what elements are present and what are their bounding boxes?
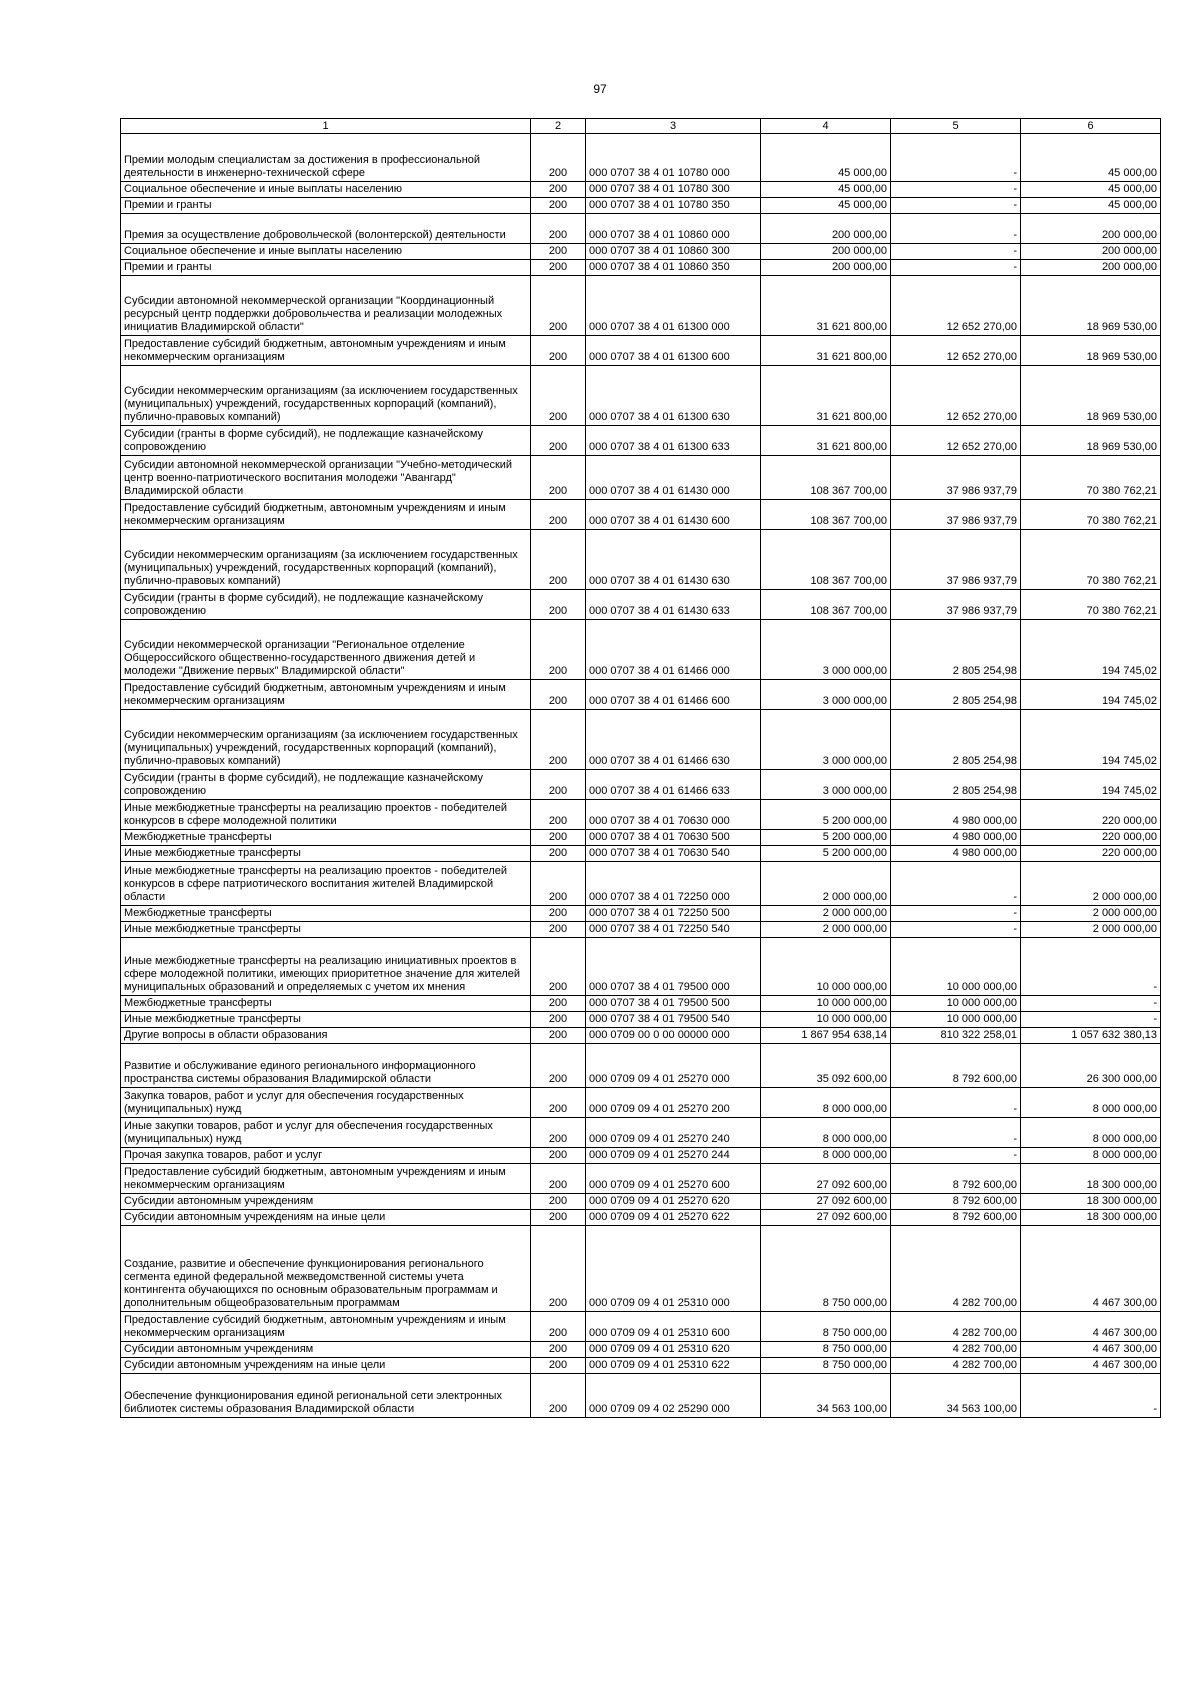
row-code: 200: [531, 590, 586, 620]
row-kbk: 000 0707 38 4 01 61466 633: [586, 770, 761, 800]
row-code: 200: [531, 214, 586, 244]
row-value-4: 2 000 000,00: [761, 906, 891, 922]
row-value-5: -: [891, 260, 1021, 276]
row-code: 200: [531, 846, 586, 862]
row-value-4: 8 000 000,00: [761, 1118, 891, 1148]
row-value-6: 2 000 000,00: [1021, 906, 1161, 922]
row-value-5: 12 652 270,00: [891, 276, 1021, 336]
row-value-4: 10 000 000,00: [761, 938, 891, 996]
row-code: 200: [531, 366, 586, 426]
row-value-5: 10 000 000,00: [891, 1012, 1021, 1028]
table-row: [121, 996, 1161, 1012]
row-name: Иные межбюджетные трансферты на реализацию инициативных проектов в сфере молодежной политики, имеющих приоритетное значение для жителей муниципальных образований и определяемых с учетом их мнения: [121, 938, 531, 996]
row-value-4: 2 000 000,00: [761, 862, 891, 906]
table-row: [121, 260, 1161, 276]
row-value-5: 37 986 937,79: [891, 590, 1021, 620]
row-kbk: 000 0707 38 4 01 70630 000: [586, 800, 761, 830]
table-row: [121, 182, 1161, 198]
row-name: Предоставление субсидий бюджетным, автономным учреждениям и иным некоммерческим организациям: [121, 336, 531, 366]
row-kbk: 000 0709 09 4 01 25270 240: [586, 1118, 761, 1148]
table-row: [121, 1194, 1161, 1210]
row-value-5: -: [891, 214, 1021, 244]
row-value-5: 8 792 600,00: [891, 1044, 1021, 1088]
table-row: [121, 1088, 1161, 1118]
row-value-5: 4 282 700,00: [891, 1312, 1021, 1342]
row-kbk: 000 0707 38 4 01 72250 000: [586, 862, 761, 906]
row-kbk: 000 0707 38 4 01 61300 000: [586, 276, 761, 336]
table-row: [121, 1044, 1161, 1088]
row-value-6: -: [1021, 996, 1161, 1012]
row-name: Субсидии автономным учреждениям на иные цели: [121, 1358, 531, 1374]
row-kbk: 000 0707 38 4 01 10780 000: [586, 134, 761, 182]
row-value-6: 18 300 000,00: [1021, 1210, 1161, 1226]
row-code: 200: [531, 530, 586, 590]
row-value-4: 8 750 000,00: [761, 1226, 891, 1312]
row-code: 200: [531, 500, 586, 530]
row-value-5: 4 282 700,00: [891, 1358, 1021, 1374]
row-kbk: 000 0707 38 4 01 70630 500: [586, 830, 761, 846]
table-row: [121, 1358, 1161, 1374]
row-name: Субсидии (гранты в форме субсидий), не подлежащие казначейскому сопровождению: [121, 770, 531, 800]
row-kbk: 000 0709 09 4 01 25310 622: [586, 1358, 761, 1374]
row-value-6: 1 057 632 380,13: [1021, 1028, 1161, 1044]
row-name: Межбюджетные трансферты: [121, 906, 531, 922]
row-kbk: 000 0707 38 4 01 10780 300: [586, 182, 761, 198]
row-name: Предоставление субсидий бюджетным, автономным учреждениям и иным некоммерческим организациям: [121, 500, 531, 530]
table-row: [121, 1342, 1161, 1358]
row-value-6: 45 000,00: [1021, 198, 1161, 214]
row-value-4: 27 092 600,00: [761, 1210, 891, 1226]
row-value-4: 10 000 000,00: [761, 996, 891, 1012]
row-value-6: 194 745,02: [1021, 680, 1161, 710]
row-name: Межбюджетные трансферты: [121, 830, 531, 846]
row-value-6: -: [1021, 1012, 1161, 1028]
row-name: Межбюджетные трансферты: [121, 996, 531, 1012]
column-header-3: 3: [586, 119, 761, 134]
row-value-4: 31 621 800,00: [761, 366, 891, 426]
row-value-5: 2 805 254,98: [891, 770, 1021, 800]
table-row: [121, 1118, 1161, 1148]
row-kbk: 000 0709 09 4 01 25270 622: [586, 1210, 761, 1226]
row-kbk: 000 0709 09 4 01 25270 000: [586, 1044, 761, 1088]
row-value-6: 4 467 300,00: [1021, 1358, 1161, 1374]
column-header-2: 2: [531, 119, 586, 134]
row-value-5: 37 986 937,79: [891, 530, 1021, 590]
row-code: 200: [531, 680, 586, 710]
row-code: 200: [531, 244, 586, 260]
row-value-5: 2 805 254,98: [891, 620, 1021, 680]
row-name: Обеспечение функционирования единой региональной сети электронных библиотек системы образования Владимирской области: [121, 1374, 531, 1418]
row-code: 200: [531, 862, 586, 906]
table-row: [121, 366, 1161, 426]
row-value-6: 26 300 000,00: [1021, 1044, 1161, 1088]
row-kbk: 000 0707 38 4 01 70630 540: [586, 846, 761, 862]
row-value-4: 3 000 000,00: [761, 770, 891, 800]
table-row: [121, 134, 1161, 182]
row-code: 200: [531, 922, 586, 938]
row-code: 200: [531, 1028, 586, 1044]
row-code: 200: [531, 620, 586, 680]
row-code: 200: [531, 830, 586, 846]
table-row: [121, 710, 1161, 770]
row-code: 200: [531, 1148, 586, 1164]
row-value-6: 70 380 762,21: [1021, 456, 1161, 500]
table-row: [121, 276, 1161, 336]
row-name: Закупка товаров, работ и услуг для обеспечения государственных (муниципальных) нужд: [121, 1088, 531, 1118]
row-kbk: 000 0709 09 4 01 25270 244: [586, 1148, 761, 1164]
table-row: [121, 830, 1161, 846]
row-value-6: -: [1021, 938, 1161, 996]
row-name: Предоставление субсидий бюджетным, автономным учреждениям и иным некоммерческим организациям: [121, 1164, 531, 1194]
row-name: Социальное обеспечение и иные выплаты населению: [121, 244, 531, 260]
column-header-5: 5: [891, 119, 1021, 134]
row-value-4: 108 367 700,00: [761, 530, 891, 590]
row-value-6: 70 380 762,21: [1021, 500, 1161, 530]
row-value-4: 31 621 800,00: [761, 426, 891, 456]
row-kbk: 000 0709 09 4 01 25310 600: [586, 1312, 761, 1342]
row-value-6: 70 380 762,21: [1021, 590, 1161, 620]
row-code: 200: [531, 1088, 586, 1118]
row-kbk: 000 0707 38 4 01 79500 500: [586, 996, 761, 1012]
row-code: 200: [531, 260, 586, 276]
table-row: [121, 1148, 1161, 1164]
row-code: 200: [531, 906, 586, 922]
row-kbk: 000 0707 38 4 01 72250 540: [586, 922, 761, 938]
table-row: [121, 800, 1161, 830]
row-value-5: 2 805 254,98: [891, 710, 1021, 770]
row-name: Субсидии некоммерческим организациям (за исключением государственных (муниципальных) учреждений, государственных корпораций (компаний), публично-правовых компаний): [121, 366, 531, 426]
column-header-6: 6: [1021, 119, 1161, 134]
row-kbk: 000 0709 09 4 01 25270 200: [586, 1088, 761, 1118]
row-value-6: 2 000 000,00: [1021, 922, 1161, 938]
row-value-6: 18 969 530,00: [1021, 276, 1161, 336]
row-value-5: -: [891, 1088, 1021, 1118]
row-kbk: 000 0707 38 4 01 61430 000: [586, 456, 761, 500]
row-value-4: 34 563 100,00: [761, 1374, 891, 1418]
row-name: Субсидии некоммерческим организациям (за исключением государственных (муниципальных) учреждений, государственных корпораций (компаний), публично-правовых компаний): [121, 710, 531, 770]
row-value-5: -: [891, 1118, 1021, 1148]
row-value-5: 4 980 000,00: [891, 800, 1021, 830]
row-code: 200: [531, 1118, 586, 1148]
budget-table: [120, 118, 1161, 1418]
row-kbk: 000 0707 38 4 01 61466 000: [586, 620, 761, 680]
row-value-4: 8 750 000,00: [761, 1342, 891, 1358]
table-row: [121, 846, 1161, 862]
row-name: Предоставление субсидий бюджетным, автономным учреждениям и иным некоммерческим организациям: [121, 680, 531, 710]
row-value-6: 45 000,00: [1021, 182, 1161, 198]
table-row: [121, 1374, 1161, 1418]
table-row: [121, 1312, 1161, 1342]
row-code: 200: [531, 1226, 586, 1312]
row-code: 200: [531, 198, 586, 214]
row-kbk: 000 0707 38 4 01 61466 630: [586, 710, 761, 770]
row-value-4: 5 200 000,00: [761, 846, 891, 862]
row-value-5: 2 805 254,98: [891, 680, 1021, 710]
row-kbk: 000 0707 38 4 01 10780 350: [586, 198, 761, 214]
row-value-4: 3 000 000,00: [761, 680, 891, 710]
row-code: 200: [531, 336, 586, 366]
row-name: Иные межбюджетные трансферты на реализацию проектов - победителей конкурсов в сфере патриотического воспитания жителей Владимирской области: [121, 862, 531, 906]
table-body: [121, 134, 1161, 1418]
row-code: 200: [531, 710, 586, 770]
row-code: 200: [531, 1374, 586, 1418]
row-value-4: 8 000 000,00: [761, 1088, 891, 1118]
row-value-6: 194 745,02: [1021, 710, 1161, 770]
row-kbk: 000 0709 09 4 01 25310 000: [586, 1226, 761, 1312]
row-value-5: -: [891, 1148, 1021, 1164]
row-code: 200: [531, 426, 586, 456]
row-value-4: 45 000,00: [761, 134, 891, 182]
row-code: 200: [531, 134, 586, 182]
table-row: [121, 500, 1161, 530]
row-name: Предоставление субсидий бюджетным, автономным учреждениям и иным некоммерческим организациям: [121, 1312, 531, 1342]
row-value-6: 200 000,00: [1021, 260, 1161, 276]
row-name: Субсидии (гранты в форме субсидий), не подлежащие казначейскому сопровождению: [121, 590, 531, 620]
row-value-5: 10 000 000,00: [891, 996, 1021, 1012]
table-row: [121, 1210, 1161, 1226]
row-value-5: 37 986 937,79: [891, 500, 1021, 530]
row-value-5: 8 792 600,00: [891, 1164, 1021, 1194]
row-value-6: 18 969 530,00: [1021, 426, 1161, 456]
row-value-4: 1 867 954 638,14: [761, 1028, 891, 1044]
table-row: [121, 214, 1161, 244]
row-kbk: 000 0709 00 0 00 00000 000: [586, 1028, 761, 1044]
row-value-5: -: [891, 862, 1021, 906]
row-value-4: 108 367 700,00: [761, 500, 891, 530]
row-name: Премии и гранты: [121, 198, 531, 214]
row-value-6: 8 000 000,00: [1021, 1148, 1161, 1164]
row-value-6: 194 745,02: [1021, 620, 1161, 680]
row-kbk: 000 0707 38 4 01 61430 633: [586, 590, 761, 620]
page-number: 97: [593, 82, 607, 96]
table-row: [121, 770, 1161, 800]
row-name: Субсидии автономной некоммерческой организации "Учебно-методический центр военно-патриотического воспитания молодежи "Авангард" Владимирской области: [121, 456, 531, 500]
row-value-4: 8 750 000,00: [761, 1358, 891, 1374]
header-row: [121, 119, 1161, 134]
row-name: Прочая закупка товаров, работ и услуг: [121, 1148, 531, 1164]
table-row: [121, 922, 1161, 938]
row-code: 200: [531, 1210, 586, 1226]
row-kbk: 000 0707 38 4 01 72250 500: [586, 906, 761, 922]
row-name: Субсидии автономным учреждениям: [121, 1342, 531, 1358]
table-row: [121, 680, 1161, 710]
row-value-4: 200 000,00: [761, 260, 891, 276]
row-value-5: 12 652 270,00: [891, 366, 1021, 426]
row-value-5: 8 792 600,00: [891, 1194, 1021, 1210]
row-name: Социальное обеспечение и иные выплаты населению: [121, 182, 531, 198]
row-code: 200: [531, 1194, 586, 1210]
row-code: 200: [531, 1044, 586, 1088]
column-header-1: 1: [121, 119, 531, 134]
row-value-4: 200 000,00: [761, 244, 891, 260]
row-name: Иные межбюджетные трансферты: [121, 1012, 531, 1028]
row-name: Развитие и обслуживание единого регионального информационного пространства системы образования Владимирской области: [121, 1044, 531, 1088]
row-name: Субсидии некоммерческой организации "Региональное отделение Общероссийского общественно-государственного движения детей и молодежи "Движение первых" Владимирской области": [121, 620, 531, 680]
row-value-4: 2 000 000,00: [761, 922, 891, 938]
row-value-6: 18 300 000,00: [1021, 1164, 1161, 1194]
row-kbk: 000 0709 09 4 02 25290 000: [586, 1374, 761, 1418]
row-name: Субсидии (гранты в форме субсидий), не подлежащие казначейскому сопровождению: [121, 426, 531, 456]
row-code: 200: [531, 276, 586, 336]
row-value-5: 4 282 700,00: [891, 1342, 1021, 1358]
row-code: 200: [531, 182, 586, 198]
row-code: 200: [531, 1358, 586, 1374]
table-row: [121, 620, 1161, 680]
table-row: [121, 1028, 1161, 1044]
row-kbk: 000 0709 09 4 01 25270 620: [586, 1194, 761, 1210]
table-row: [121, 456, 1161, 500]
row-code: 200: [531, 996, 586, 1012]
row-kbk: 000 0707 38 4 01 79500 000: [586, 938, 761, 996]
row-name: Иные межбюджетные трансферты на реализацию проектов - победителей конкурсов в сфере молодежной политики: [121, 800, 531, 830]
row-value-6: 18 969 530,00: [1021, 366, 1161, 426]
row-kbk: 000 0707 38 4 01 61300 633: [586, 426, 761, 456]
table-row: [121, 426, 1161, 456]
row-kbk: 000 0707 38 4 01 61430 600: [586, 500, 761, 530]
row-name: Иные закупки товаров, работ и услуг для обеспечения государственных (муниципальных) нужд: [121, 1118, 531, 1148]
table-row: [121, 1226, 1161, 1312]
row-value-4: 3 000 000,00: [761, 710, 891, 770]
table-row: [121, 1012, 1161, 1028]
row-value-6: 220 000,00: [1021, 846, 1161, 862]
row-value-5: 8 792 600,00: [891, 1210, 1021, 1226]
row-value-4: 108 367 700,00: [761, 456, 891, 500]
row-value-4: 8 000 000,00: [761, 1148, 891, 1164]
row-value-5: 12 652 270,00: [891, 336, 1021, 366]
row-value-5: 4 980 000,00: [891, 846, 1021, 862]
row-value-5: 37 986 937,79: [891, 456, 1021, 500]
row-value-5: 4 282 700,00: [891, 1226, 1021, 1312]
row-value-5: -: [891, 198, 1021, 214]
row-name: Иные межбюджетные трансферты: [121, 846, 531, 862]
row-name: Премии и гранты: [121, 260, 531, 276]
row-value-4: 45 000,00: [761, 182, 891, 198]
table-row: [121, 590, 1161, 620]
row-value-6: 4 467 300,00: [1021, 1226, 1161, 1312]
row-kbk: 000 0707 38 4 01 61300 600: [586, 336, 761, 366]
table-row: [121, 530, 1161, 590]
table-row: [121, 1164, 1161, 1194]
row-value-4: 3 000 000,00: [761, 620, 891, 680]
row-value-5: -: [891, 244, 1021, 260]
row-value-6: 194 745,02: [1021, 770, 1161, 800]
table-row: [121, 906, 1161, 922]
row-name: Субсидии автономным учреждениям: [121, 1194, 531, 1210]
row-value-6: 8 000 000,00: [1021, 1118, 1161, 1148]
row-value-6: 220 000,00: [1021, 830, 1161, 846]
row-name: Субсидии автономным учреждениям на иные цели: [121, 1210, 531, 1226]
row-kbk: 000 0707 38 4 01 10860 300: [586, 244, 761, 260]
row-value-6: 18 300 000,00: [1021, 1194, 1161, 1210]
row-value-4: 27 092 600,00: [761, 1164, 891, 1194]
row-name: Премии молодым специалистам за достижения в профессиональной деятельности в инженерно-технической сфере: [121, 134, 531, 182]
row-kbk: 000 0707 38 4 01 61300 630: [586, 366, 761, 426]
row-value-6: 18 969 530,00: [1021, 336, 1161, 366]
row-value-4: 35 092 600,00: [761, 1044, 891, 1088]
row-code: 200: [531, 1312, 586, 1342]
row-value-6: 2 000 000,00: [1021, 862, 1161, 906]
column-header-4: 4: [761, 119, 891, 134]
row-value-6: 220 000,00: [1021, 800, 1161, 830]
row-kbk: 000 0709 09 4 01 25310 620: [586, 1342, 761, 1358]
row-value-5: -: [891, 182, 1021, 198]
row-value-5: 4 980 000,00: [891, 830, 1021, 846]
row-code: 200: [531, 770, 586, 800]
row-value-5: 12 652 270,00: [891, 426, 1021, 456]
row-name: Другие вопросы в области образования: [121, 1028, 531, 1044]
row-value-4: 5 200 000,00: [761, 830, 891, 846]
row-code: 200: [531, 938, 586, 996]
row-value-4: 8 750 000,00: [761, 1312, 891, 1342]
row-value-6: 45 000,00: [1021, 134, 1161, 182]
row-value-6: 4 467 300,00: [1021, 1342, 1161, 1358]
row-kbk: 000 0707 38 4 01 10860 350: [586, 260, 761, 276]
row-value-6: 8 000 000,00: [1021, 1088, 1161, 1118]
row-value-6: 70 380 762,21: [1021, 530, 1161, 590]
row-value-6: 4 467 300,00: [1021, 1312, 1161, 1342]
row-value-4: 45 000,00: [761, 198, 891, 214]
row-kbk: 000 0707 38 4 01 79500 540: [586, 1012, 761, 1028]
row-value-5: -: [891, 906, 1021, 922]
row-kbk: 000 0707 38 4 01 10860 000: [586, 214, 761, 244]
table-row: [121, 938, 1161, 996]
row-name: Премия за осуществление добровольческой (волонтерской) деятельности: [121, 214, 531, 244]
row-name: Иные межбюджетные трансферты: [121, 922, 531, 938]
row-name: Субсидии автономной некоммерческой организации "Координационный ресурсный центр поддержки добровольчества и реализации молодежных инициатив Владимирской области": [121, 276, 531, 336]
row-name: Субсидии некоммерческим организациям (за исключением государственных (муниципальных) учреждений, государственных корпораций (компаний), публично-правовых компаний): [121, 530, 531, 590]
row-value-4: 10 000 000,00: [761, 1012, 891, 1028]
row-value-6: -: [1021, 1374, 1161, 1418]
row-kbk: 000 0707 38 4 01 61466 600: [586, 680, 761, 710]
row-value-4: 5 200 000,00: [761, 800, 891, 830]
row-value-6: 200 000,00: [1021, 214, 1161, 244]
row-name: Создание, развитие и обеспечение функционирования регионального сегмента единой федеральной межведомственной системы учета контингента обучающихся по основным образовательным программам и дополнительным общеобразовательным программам: [121, 1226, 531, 1312]
row-value-4: 31 621 800,00: [761, 276, 891, 336]
row-code: 200: [531, 456, 586, 500]
row-value-4: 108 367 700,00: [761, 590, 891, 620]
row-code: 200: [531, 1164, 586, 1194]
row-kbk: 000 0709 09 4 01 25270 600: [586, 1164, 761, 1194]
row-value-4: 200 000,00: [761, 214, 891, 244]
row-value-4: 31 621 800,00: [761, 336, 891, 366]
row-value-6: 200 000,00: [1021, 244, 1161, 260]
row-code: 200: [531, 1012, 586, 1028]
row-value-5: 810 322 258,01: [891, 1028, 1021, 1044]
table-row: [121, 198, 1161, 214]
row-value-4: 27 092 600,00: [761, 1194, 891, 1210]
row-kbk: 000 0707 38 4 01 61430 630: [586, 530, 761, 590]
row-value-5: -: [891, 922, 1021, 938]
table-row: [121, 336, 1161, 366]
row-value-5: -: [891, 134, 1021, 182]
table-row: [121, 862, 1161, 906]
table-row: [121, 244, 1161, 260]
row-code: 200: [531, 1342, 586, 1358]
row-code: 200: [531, 800, 586, 830]
row-value-5: 34 563 100,00: [891, 1374, 1021, 1418]
row-value-5: 10 000 000,00: [891, 938, 1021, 996]
